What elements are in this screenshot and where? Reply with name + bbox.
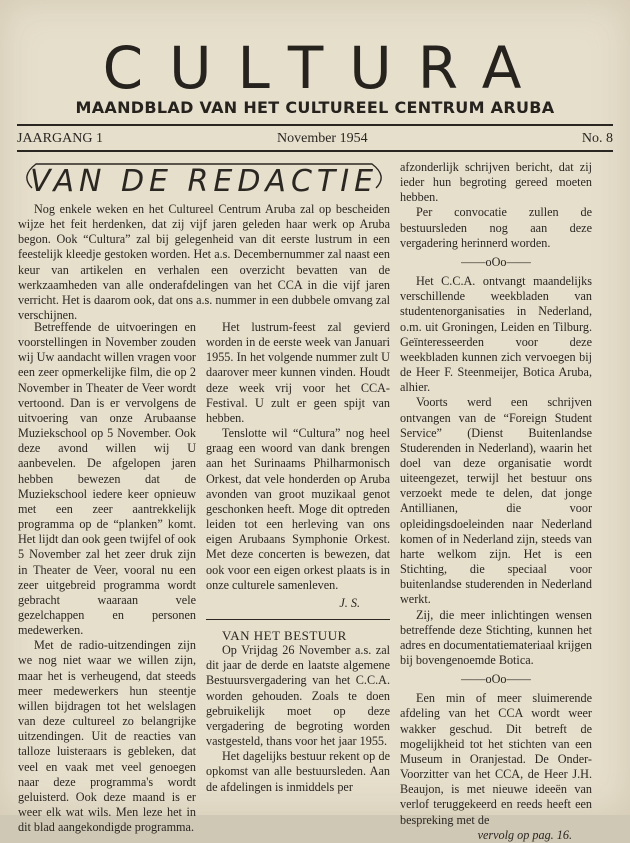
issue-info-line xyxy=(17,130,613,148)
redactie-heading: VAN DE REDACTIE xyxy=(29,164,379,199)
bestuur-heading: VAN HET BESTUUR xyxy=(222,627,347,643)
bestuur-paragraph: Per convocatie zullen de bestuursleden nog aan deze vergadering herinnerd worden. xyxy=(400,205,592,250)
issue-date: November 1954 xyxy=(277,131,368,146)
continued-on-page: vervolg op pag. 16. xyxy=(477,827,572,842)
redactie-column-1 xyxy=(18,320,196,835)
bestuur-paragraph: Het dagelijks bestuur rekent op de opkomst van alle bestuursleden. Aan de afdelingen is inmiddels per xyxy=(206,749,390,794)
redactie-signature: J. S. xyxy=(339,595,360,610)
redactie-paragraph: Het lustrum-feest zal gevierd worden in de eerste week van Januari 1955. In het volgende nummer zult U daarover meer kunnen vinden. Houdt deze week vrij voor het CCA-Festival. U zult er geen spijt van hebben. xyxy=(206,320,390,425)
redactie-intro-text: Nog enkele weken en het Cultureel Centrum Aruba zal op bescheiden wijze het feit herdenken, dat zij vijf jaren geleden haar werk op Aruba begon. Ook “Cultura” zal bij gelegenheid van dit eerste lustrum in een feestelijk kleedje gestoken worden. Het a.s. Decembernummer zal naast een keur van artikelen en verhalen een overzicht bevatten van de werkzaamheden van alle onderafdelingen van het CCA in die vijf jaren verricht. Het is daarom ook, dat ons a.s. nummer in een dubbele omvang zal verschijnen. xyxy=(18,202,390,323)
news-paragraph: Het C.C.A. ontvangt maandelijks verschillende weekbladen van studentenorganisaties in Nederland, o.m. uit Groningen, Leiden en Tilburg. Geïnteresseerden voor deze weekbladen kunnen zich vervoegen bij de Heer F. Steenmeijer, Botica Aruba, alhier. xyxy=(400,274,592,395)
header-rule-bottom xyxy=(17,150,613,152)
news-paragraph: Voorts werd een schrijven ontvangen van de “Foreign Student Service” (Dienst Buitenlandse Studerenden in Nederland), waarin het doel van deze organisatie wordt uiteengezet, terwijl het bestuur ons verzoekt mede te delen, dat jonge Antillianen, die voor opleidingsdoeleinden naar Nederland komen of in Nederland zijn, steeds van harte welkom zijn. Het is een Stichting, die speciaal voor buitenlandse studerenden in Nederland werkt. xyxy=(400,395,592,607)
news-paragraph: Een min of meer sluimerende afdeling van het CCA wordt weer wakker geschud. Dit betreft de mogelijkheid tot het stichten van een Museum in Oranjestad. De Onder-Voorzitter van het CCA, de Heer J.H. Beaujon, is met nieuwe ideeën van verlof teruggekeerd en reeds heeft een bespreking met de xyxy=(400,691,592,827)
right-column xyxy=(400,160,592,843)
separator-ornament: ——oOo—— xyxy=(461,672,531,687)
issue-number: No. 8 xyxy=(581,131,613,146)
header-rule-top xyxy=(17,124,613,126)
redactie-paragraph: Tenslotte wil “Cultura” nog heel graag een woord van dank brengen aan het Surinaams Philharmonisch Orkest, dat vele honderden op Aruba avonden van groot muzikaal genot geschonken heeft. Moge dit optreden leiden tot een herleving van ons eigen Arubaans Symphonie Orkest. Met deze concerten is bewezen, dat ook voor een eigen orkest plaats is in onze culturele samenleven. xyxy=(206,426,390,592)
section-divider xyxy=(206,619,390,620)
bestuur-paragraph: Op Vrijdag 26 November a.s. zal dit jaar de derde en laatste algemene Bestuursvergadering van het C.C.A. worden gehouden. Zoals te doen gebruikelijk moet op deze vergadering de begroting worden vastgesteld, thans voor het jaar 1955. xyxy=(206,643,390,749)
redactie-heading-box xyxy=(18,158,390,198)
bestuur-continuation: afzonderlijk schrijven bericht, dat zij ieder hun begroting gereed moeten hebben. xyxy=(400,160,592,205)
magazine-subtitle: MAANDBLAD VAN HET CULTUREEL CENTRUM ARUBA xyxy=(75,98,555,117)
redactie-paragraph: Met de radio-uitzendingen zijn we nog niet waar we willen zijn, maar het is verheugend, dat steeds meer medewerkers hun steentje willen bijdragen tot het welslagen van deze cultureel zo belangrijke uitzendingen. Uit de reacties van talloze luisteraars is gebleken, dat veel en vaak met veel genoegen naar deze programma's wordt geluisterd. Ook deze maand is er weer elk wat wils. Men leze het in dit blad aangekondigde programma. xyxy=(18,638,196,835)
issue-volume: JAARGANG 1 xyxy=(17,131,103,146)
redactie-column-2 xyxy=(206,320,390,795)
separator-ornament: ——oOo—— xyxy=(461,254,531,269)
redactie-intro xyxy=(18,202,390,323)
news-paragraph: Zij, die meer inlichtingen wensen betreffende deze Stichting, kunnen het adres en documentatiemateriaal krijgen bij bovengenoemde Botica. xyxy=(400,607,592,667)
magazine-title: CULTURA xyxy=(102,34,548,102)
redactie-paragraph: Betreffende de uitvoeringen en voorstellingen in November zouden wij Uw aandacht willen vragen voor een zeer opmerkelijke film, die op 2 November in Theater de Veer wordt vertoond. Dan is er vervolgens de uitvoering van onze Arubaanse Muziekschool op 5 November. Ook deze avond willen wij U aanbevelen. De afgelopen jaren hebben bewezen dat de Muziekschool iedere keer opnieuw met een zeer aantrekkelijk programma op de “planken” komt. Het lijdt dan ook geen twijfel of ook 5 November zal het zeer druk zijn in Theater de Veer, vooral nu een zeer uitgebreid programma wordt gebracht waaraan vele gezelchappen en personen medewerken. xyxy=(18,320,196,638)
